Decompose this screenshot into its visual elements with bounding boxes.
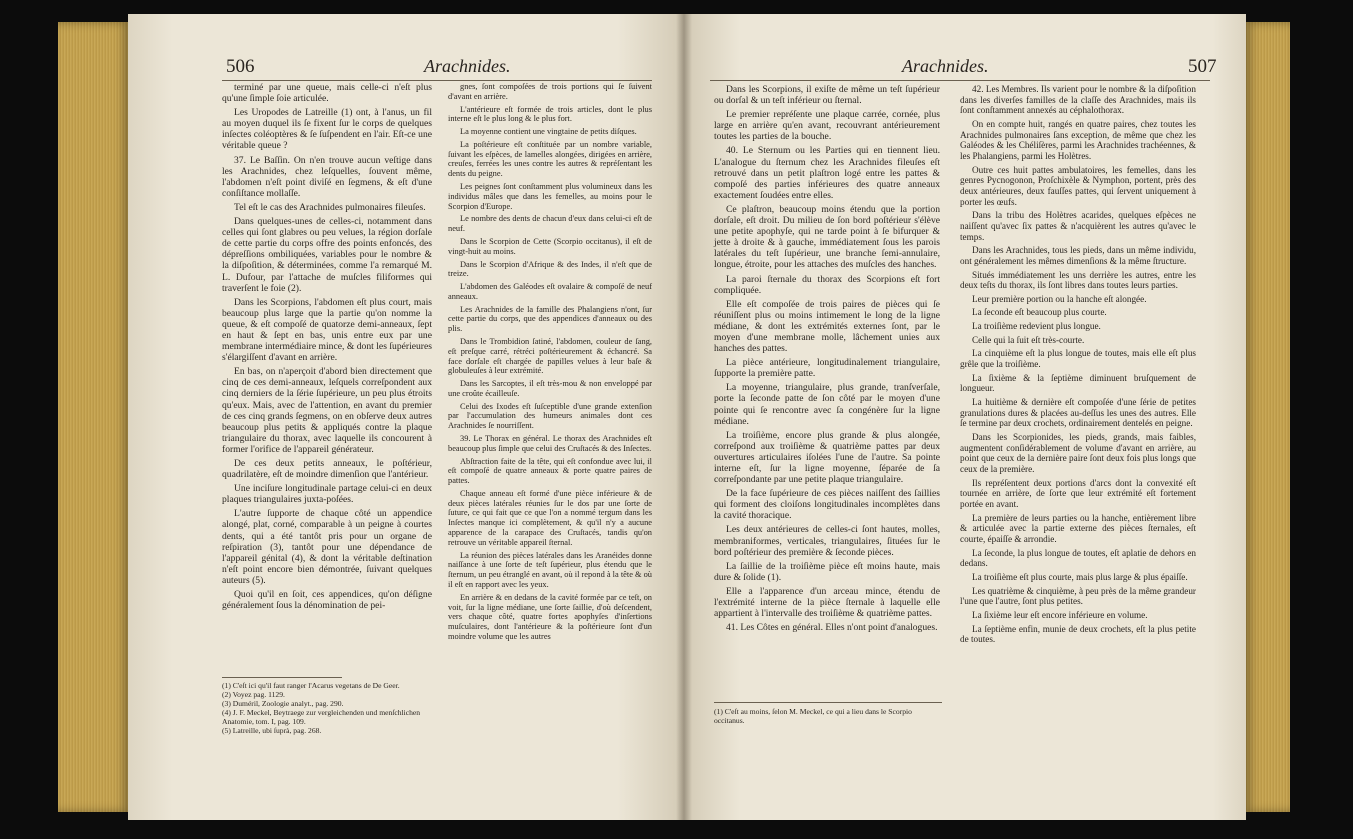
- paragraph: Chaque anneau eſt formé d'une pièce inférieure & de deux pièces latérales réunies ſur le dos par une ſorte de ſuture, ce qui fait que ce que l'on a nommé tergum dans les Inſectes manque ici complètement, & qu'il n'y a aucune apparence de la carapace des Cruſtacés, tandis qu'on retrouve un véritable appareil ſternal.: [448, 488, 652, 547]
- footnote: (5) Latreille, ubi ſuprà, pag. 268.: [222, 726, 322, 735]
- paragraph: La ſeconde, la plus longue de toutes, eſt aplatie de dehors en dedans.: [960, 547, 1196, 569]
- paragraph: Le premier repréſente une plaque carrée, cornée, plus large en arrière qu'en avant, recouvrant antérieurement toutes les parties de la bouche.: [714, 109, 940, 143]
- paragraph: La troiſième, encore plus grande & plus alongée, correſpond aux troiſième & quatrième pattes par deux ouvertures articulaires iſolées l'une de l'autre. Sa pointe interne eſt, ſur la ligne moyenne, ſéparée de ſa correſpondante par une petite plaque triangulaire.: [714, 429, 940, 486]
- left-footnote-rule: [222, 677, 342, 678]
- paragraph: Leur première portion ou la hanche eſt alongée.: [972, 293, 1147, 304]
- right-page: [684, 14, 1246, 820]
- right-footnotes: [714, 707, 940, 725]
- footnote: (1) C'eſt au moins, ſelon M. Meckel, ce qui a lieu dans le Scorpio occitanus.: [714, 707, 912, 725]
- paragraph: En arrière & en dedans de la cavité formée par ce teſt, on voit, ſur la ligne médiane, une ſorte ſaillie, d'où deſcendent, vers chaque côté, quatre fortes apophyſes d'inſertions muſculaires, dont l'antérieure & la poſtérieure ſont d'un moindre volume que les autres: [448, 592, 652, 641]
- paragraph: Abſtraction faite de la tête, qui eſt confondue avec lui, il eſt compoſé de quatre anneaux & porte quatre paires de pattes.: [448, 456, 652, 486]
- footnote: (4) J. F. Meckel, Beytraege zur vergleichenden und menſchlichen Anatomie, tom. I, pag. 109.: [222, 708, 421, 726]
- paragraph: 37. Le Baſſin. On n'en trouve aucun veſtige dans les Arachnides, chez leſquelles, ſouvent même, l'abdomen n'eſt point diviſé en ſegmens, & eſt d'une conſiſtance mollaſſe.: [222, 154, 432, 199]
- paragraph: La réunion des pièces latérales dans les Aranéides donne naiſſance à une ſorte de teſt ſupérieur, plus étendu que le ſternum, un peu étranglé en avant, où il repond à la tête & où il eſt en rapport avec les yeux.: [448, 550, 652, 589]
- paragraph: Dans les Scorpions, l'abdomen eſt plus court, mais beaucoup plus large que la partie qu'on nomme la queue, & eſt compoſé de quatorze demi-anneaux, ſept en haut & ſept en bas, unis entre eux par une membrane intermédiaire mince, & dont les ſupérieures s'élargiſſent d'avant en arrière.: [222, 296, 432, 364]
- paragraph: Dans les Scorpions, il exiſte de même un teſt ſupérieur ou dorſal & un teſt inférieur ou ſternal.: [714, 84, 940, 107]
- paragraph: La troiſième eſt plus courte, mais plus large & plus épaiſſe.: [972, 571, 1188, 582]
- paragraph: Les quatrième & cinquième, à peu près de la même grandeur l'une que l'autre, ſont plus petites.: [960, 585, 1196, 607]
- paragraph: 40. Le Sternum ou les Parties qui en tiennent lieu. L'analogue du ſternum chez les Arachnides fileuſes eſt retrouvé dans un petit plaſtron logé entre les pattes & compoſé des parties inférieures des quatre anneaux exactement ſoudées entre elles.: [714, 145, 940, 201]
- paragraph: En bas, on n'aperçoit d'abord bien directement que cinq de ces demi-anneaux, leſquels correſpondent aux cinq derniers de la ſérie ſupérieure, un peu plus étroits qu'eux. Mais, avec de l'attention, en avant du premier de ces cinq grands ſegmens, on en obſerve deux autres beaucoup plus petits & appliqués contre la plaque triangulaire du thorax, avec laquelle ils concourent à former l'orifice de l'appareil générateur.: [222, 366, 432, 455]
- paragraph: 41. Les Côtes en général. Elles n'ont point d'analogues.: [726, 622, 938, 634]
- paragraph: Celle qui la ſuit eſt très-courte.: [972, 334, 1085, 345]
- book-gutter: [676, 14, 692, 820]
- paragraph: Les Arachnides de la famille des Phalangiens n'ont, ſur cette partie du corps, que des appendices d'anneaux ou des plis.: [448, 304, 652, 334]
- paragraph: La huitième & dernière eſt compoſée d'une ſérie de petites granulations dures & placées au-deſſus les unes des autres. Elle ſe termine par deux crochets, ordinairement dentelés en peigne.: [960, 397, 1196, 429]
- paragraph: L'autre ſupporte de chaque côté un appendice alongé, plat, corné, comparable à un peigne à courtes dents, qui a été tantôt pris pour un organe de reſpiration (3), tantôt pour une dépendance de l'appareil génital (4), & dont la véritable deſtination n'eſt point encore bien démontrée, ſuivant quelques auteurs (5).: [222, 508, 432, 586]
- paragraph: Ils repréſentent deux portions d'arcs dont la convexité eſt tournée en arrière, de ſorte que leur extrémité eſt fortement portée en avant.: [960, 477, 1196, 509]
- left-footnotes: [222, 681, 432, 735]
- paragraph: Celui des Ixodes eſt ſuſceptible d'une grande extenſion par l'accumulation des humeurs animales dont ces Arachnides ſe nourriſſent.: [448, 401, 652, 431]
- paragraph: La troiſième redevient plus longue.: [972, 321, 1101, 332]
- paragraph: terminé par une queue, mais celle-ci n'eſt plus qu'une ſimple ſoie articulée.: [222, 82, 432, 105]
- paragraph: On en compte huit, rangés en quatre paires, chez toutes les Arachnides pulmonaires ſans exception, de même que chez les Galéodes & les Chéliſères, parmi les Arachnides trachéennes, & les Phalangiens, parmi les Holètres.: [960, 118, 1196, 161]
- left-running-head: Arachnides.: [424, 56, 511, 76]
- paragraph: L'abdomen des Galéodes eſt ovalaire & compoſé de neuf anneaux.: [448, 282, 652, 301]
- footnote: (3) Duméril, Zoologie analyt., pag. 290.: [222, 699, 344, 708]
- paragraph: Les deux antérieures de celles-ci ſont hautes, molles, membraniformes, verticales, triangulaires, ſituées ſur le bord poſtérieur des première & ſeconde pièces.: [714, 524, 940, 558]
- paragraph: Quoi qu'il en ſoit, ces appendices, qu'on déſigne généralement ſous la dénomination de pei-: [222, 589, 432, 612]
- paragraph: Dans quelques-unes de celles-ci, notamment dans celles qui ſont glabres ou peu velues, la région dorſale de cette partie du corps offre des points enfoncés, des dépreſſions ombiliquées, variables pour le nombre & la diſpoſition, & déterminées, comme l'a remarqué M. L. Dufour, par l'attache de muſcles filiformes qui traverſent le foie (2).: [222, 216, 432, 294]
- right-column-1: [714, 84, 940, 636]
- paragraph: 42. Les Membres. Ils varient pour le nombre & la diſpoſition dans les diverſes familles de la claſſe des Arachnides, mais ils ſont conſtamment annexés au céphalothorax.: [960, 84, 1196, 116]
- page-edges-left: [58, 22, 130, 812]
- paragraph: Dans les Scorpionides, les pieds, grands, mais faibles, augmentent conſidérablement de volume d'avant en arrière, au point que ceux de la dernière paire ſont deux fois plus longs que ceux de la première.: [960, 432, 1196, 474]
- paragraph: La poſtérieure eſt conſtituée par un nombre variable, ſuivant les eſpèces, de lamelles alongées, dirigées en arrière, creuſes, ferrées les unes contre les autres & repréſentant les dents du peigne.: [448, 139, 652, 179]
- paragraph: La ſixième & la ſeptième diminuent bruſquement de longueur.: [960, 372, 1196, 394]
- paragraph: Le nombre des dents de chacun d'eux dans celui-ci eſt de neuf.: [448, 214, 652, 234]
- paragraph: 39. Le Thorax en général. Le thorax des Arachnides eſt beaucoup plus ſimple que celui des Cruſtacés & des Inſectes.: [448, 434, 652, 453]
- paragraph: Dans les Sarcoptes, il eſt très-mou & non enveloppé par une croûte écailleuſe.: [448, 379, 652, 398]
- paragraph: La ſaillie de la troiſième pièce eſt moins haute, mais dure & ſolide (1).: [714, 560, 940, 583]
- paragraph: Une inciſure longitudinale partage celui-ci en deux plaques triangulaires juxta-poſées.: [222, 483, 432, 506]
- paragraph: Dans le Scorpion de Cette (Scorpio occitanus), il eſt de vingt-huit au moins.: [448, 236, 652, 256]
- footnote: (2) Voyez pag. 1129.: [222, 690, 285, 699]
- left-column-1: [222, 82, 432, 614]
- paragraph: Elle eſt compoſée de trois paires de pièces qui ſe réuniſſent plus ou moins intimement le long de la ligne médiane, & dont les extrémités externes ſont, par le moyen d'une membrane molle, lâchement unies aux hanches des pattes.: [714, 298, 940, 355]
- paragraph: Dans les Arachnides, tous les pieds, dans un même individu, ont généralement les mêmes dimenſions & la même ſtructure.: [960, 245, 1196, 266]
- left-page-number: 506: [226, 56, 255, 77]
- paragraph: La ſeptième enfin, munie de deux crochets, eſt la plus petite de toutes.: [960, 623, 1196, 645]
- paragraph: La paroi ſternale du thorax des Scorpions eſt fort compliquée.: [714, 273, 940, 296]
- page-edges-right: [1244, 22, 1290, 812]
- right-column-2: [960, 84, 1196, 648]
- paragraph: La ſixième leur eſt encore inférieure en volume.: [972, 609, 1148, 620]
- paragraph: De la face ſupérieure de ces pièces naiſſent des ſaillies qui forment des cloiſons longitudinales incomplètes dans la cavité thoracique.: [714, 488, 940, 522]
- paragraph: La cinquième eſt la plus longue de toutes, mais elle eſt plus grêle que la troiſième.: [960, 348, 1196, 370]
- paragraph: Situés immédiatement les uns derrière les autres, entre les deux teſts du thorax, ils ſont libres dans toutes leurs parties.: [960, 269, 1196, 291]
- right-footnote-rule: [714, 702, 942, 703]
- paragraph: De ces deux petits anneaux, le poſtérieur, quadrilatère, eſt de moindre dimenſion que l'antérieur.: [222, 458, 432, 481]
- right-header-rule: [710, 80, 1210, 81]
- paragraph: Dans le Trombidion ſatiné, l'abdomen, couleur de ſang, eſt preſque carré, rétréci poſtérieurement & échancré. Sa face dorſale eſt chargée de papilles velues à leur baſe & globuleuſes à leur extrémité.: [448, 336, 652, 376]
- right-page-number: 507: [1188, 56, 1217, 77]
- footnote: (1) C'eſt ici qu'il faut ranger l'Acarus vegetans de De Geer.: [222, 681, 400, 690]
- left-header-rule: [222, 80, 652, 81]
- right-running-head: Arachnides.: [902, 56, 989, 76]
- paragraph: La pièce antérieure, longitudinalement triangulaire, ſupporte la première patte.: [714, 357, 940, 380]
- paragraph: La moyenne contient une vingtaine de petits diſques.: [460, 127, 637, 137]
- paragraph: Tel eſt le cas des Arachnides pulmonaires fileuſes.: [234, 201, 426, 213]
- paragraph: Outre ces huit pattes ambulatoires, les femelles, dans les genres Pycnogonon, Proſchixèle & Nymphon, portent, près des deux antérieures, deux fauſſes pattes, qui ſervent uniquement à porter les œufs.: [960, 164, 1196, 207]
- paragraph: Elle a l'apparence d'un arceau mince, étendu de l'extrémité interne de la pièce ſternale à laquelle elle appartient à l'intervalle des troiſième & quatrième pattes.: [714, 585, 940, 620]
- left-page: [128, 14, 684, 820]
- paragraph: gnes, ſont compoſées de trois portions qui ſe ſuivent d'avant en arrière.: [448, 82, 652, 101]
- paragraph: Les peignes ſont conſtamment plus volumineux dans les individus mâles que dans les femelles, au moins pour le Scorpion d'Europe.: [448, 182, 652, 211]
- paragraph: La moyenne, triangulaire, plus grande, tranſverſale, porte la ſeconde patte de ſon côté par le moyen d'une pointe qui ſe rencontre avec ſa congénère ſur la ligne médiane.: [714, 382, 940, 427]
- paragraph: La première de leurs parties ou la hanche, entièrement libre & articulée avec la partie externe des pièces ſternales, eſt courte, épaiſſe & arrondie.: [960, 512, 1196, 544]
- left-column-2: [448, 82, 652, 645]
- paragraph: La ſeconde eſt beaucoup plus courte.: [972, 307, 1107, 318]
- paragraph: Les Uropodes de Latreille (1) ont, à l'anus, un fil au moyen duquel ils ſe fixent ſur le corps de quelques inſectes coléoptères & ſe ſuſpendent en l'air. Eſt-ce une véritable queue ?: [222, 107, 432, 152]
- paragraph: Ce plaſtron, beaucoup moins étendu que la portion dorſale, eſt droit. Du milieu de ſon bord poſtérieur s'élève une petite apophyſe, qui ne tarde point à ſe bifurquer & jette à droite & à gauche, immédiatement ſous les parois latérales du teſt ſupérieur, une branche ſemi-annulaire, longue, étroite, pour les attaches des muſcles des hanches.: [714, 203, 940, 271]
- paragraph: Dans la tribu des Holètres acarides, quelques eſpèces ne naiſſent qu'avec ſix pattes & n'acquièrent les autres qu'avec le temps.: [960, 210, 1196, 242]
- paragraph: Dans le Scorpion d'Afrique & des Indes, il n'eſt que de treize.: [448, 259, 652, 279]
- paragraph: L'antérieure eſt formée de trois articles, dont le plus interne eſt le plus long & le plus fort.: [448, 104, 652, 124]
